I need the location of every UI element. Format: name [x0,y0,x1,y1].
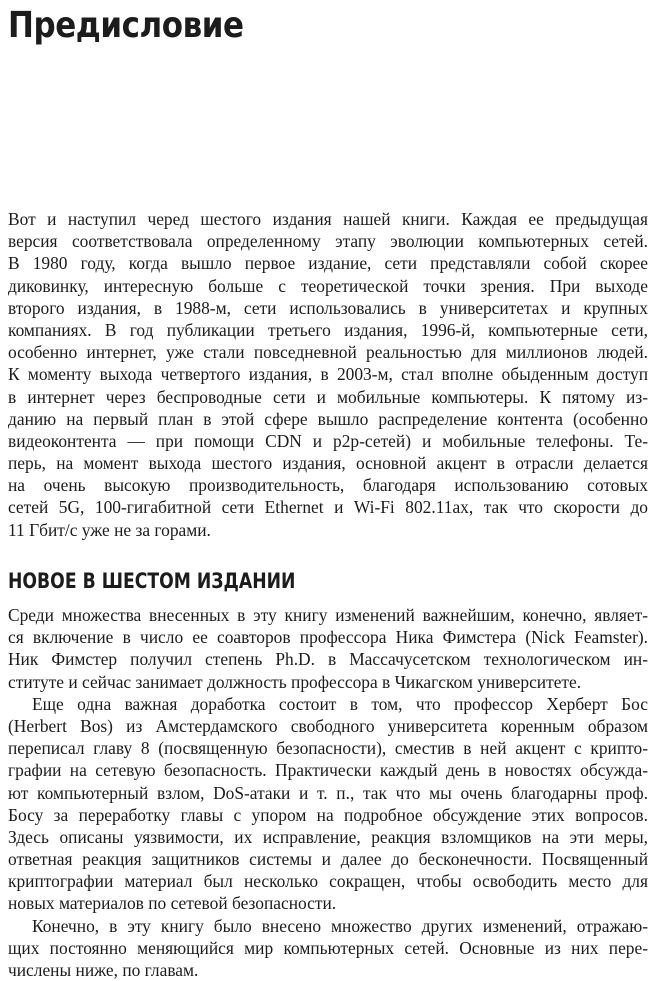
text-line: ют компьютерный взлом, DoS-атаки и т. п., так что мы очень благодарны проф. [8,782,648,803]
text-line: видеоконтента — при помощи CDN и p2p-сетей) и мобильные телефоны. Те- [8,430,648,451]
text-line: данию на первый план в этой сфере вышло распределение контента (особенно [8,408,648,429]
text-line: щих постоянно меняющийся мир компьютерных сетей. Основные из них пере- [8,937,648,958]
text-line: К моменту выхода четвертого издания, в 2003-м, стал вполне обыденным доступ [8,364,648,385]
text-line: Конечно, в эту книгу было внесено множество других изменений, отражаю- [32,915,648,936]
text-line: Ник Фимстер получил степень Ph.D. в Массачусетском технологическом ин- [8,649,648,670]
text-line: Вот и наступил черед шестого издания нашей книги. Каждая ее предыдущая [8,209,648,229]
text-line: особенно интернет, уже стали повседневной реальностью для миллионов людей. [8,342,648,363]
intro-paragraph [8,208,648,541]
chapter-title: Предисловие [8,5,244,46]
text-line: Среди множества внесенных в эту книгу изменений важнейшим, конечно, являет- [8,605,648,625]
text-line: ответная реакция защитников системы и далее до бесконечности. Посвященный [8,849,648,870]
text-line: ся включение в число ее соавторов профессора Ника Фимстера (Nick Feamster). [8,627,648,648]
text-line: в интернет через беспроводные сети и мобильные компьютеры. К пятому из- [8,386,648,407]
text-line: перь, на момент выхода шестого издания, основной акцент в отрасли делается [8,453,648,474]
section-body [8,604,648,981]
text-line: переписал главу 8 (посвященную безопасности), сместив в ней акцент с крипто- [8,738,648,759]
text-line: В 1980 году, когда вышло первое издание, сети представляли собой скорее [8,253,648,274]
text-line: новых материалов по сетевой безопасности. [8,893,337,914]
text-line: Еще одна важная доработка состоит в том, что профессор Херберт Бос [32,693,648,714]
text-line: Босу за переработку главы с упором на подробное обсуждение этих вопросов. [8,804,648,825]
text-line: диковинку, интересную больше с теоретической точки зрения. При выходе [8,275,648,296]
section-heading: НОВОЕ В ШЕСТОМ ИЗДАНИИ [8,569,296,593]
text-line: ституте и сейчас занимает должность профессора в Чикагском университете. [8,671,582,692]
text-line: 11 Гбит/с уже не за горами. [8,519,211,540]
text-line: на очень высокую производительность, благодаря использованию сотовых [8,475,648,496]
text-line: второго издания, в 1988-м, сети использовались в университетах и крупных [8,297,648,318]
text-line: графии на сетевую безопасность. Практически каждый день в новостях обсужда- [8,760,648,781]
text-line: сетей 5G, 100-гигабитной сети Ethernet и Wi-Fi 802.11ax, так что скорости до [8,497,648,518]
text-line: версия соответствовала определенному этапу эволюции компьютерных сетей. [8,231,648,252]
text-line: компаниях. В год публикации третьего издания, 1996-й, компьютерные сети, [8,319,648,340]
text-line: криптографии материал был несколько сокращен, чтобы освободить место для [8,871,648,892]
text-line: Здесь описаны уязвимости, их исправление, реакция взломщиков на эти меры, [8,826,648,847]
text-line: (Herbert Bos) из Амстердамского свободного университета коренным образом [8,715,648,736]
text-line: числены ниже, по главам. [8,960,199,980]
